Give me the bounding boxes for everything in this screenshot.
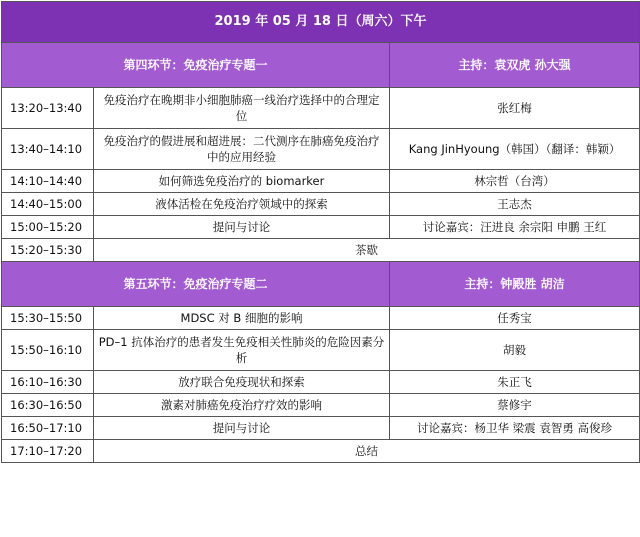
- session-topic: 免疫治疗的假进展和超进展：二代测序在肺癌免疫治疗中的应用经验: [94, 129, 390, 170]
- session-time: 16:30–16:50: [2, 394, 94, 417]
- session-speaker: 张红梅: [390, 88, 640, 129]
- table-row: [2, 170, 640, 193]
- session-speaker: 朱正飞: [390, 371, 640, 394]
- session-topic: PD–1 抗体治疗的患者发生免疫相关性肺炎的危险因素分析: [94, 330, 390, 371]
- section-header: [2, 262, 640, 307]
- session-topic: 液体活检在免疫治疗领域中的探索: [94, 193, 390, 216]
- section-hosts: 主持：钟殿胜 胡洁: [390, 262, 640, 307]
- break-label: 总结: [94, 440, 640, 463]
- session-time: 15:30–15:50: [2, 307, 94, 330]
- table-row: [2, 216, 640, 239]
- session-speaker: 林宗哲（台湾）: [390, 170, 640, 193]
- page-title: 2019 年 05 月 18 日（周六）下午: [2, 2, 640, 43]
- session-time: 14:10–14:40: [2, 170, 94, 193]
- table-row: [2, 307, 640, 330]
- table-row: [2, 417, 640, 440]
- table-row: [2, 394, 640, 417]
- session-time: 15:00–15:20: [2, 216, 94, 239]
- table-row: [2, 88, 640, 129]
- session-topic: 放疗联合免疫现状和探索: [94, 371, 390, 394]
- session-time: 13:20–13:40: [2, 88, 94, 129]
- session-topic: 如何筛选免疫治疗的 biomarker: [94, 170, 390, 193]
- session-topic: 免疫治疗在晚期非小细胞肺癌一线治疗选择中的合理定位: [94, 88, 390, 129]
- break-row: [2, 440, 640, 463]
- session-topic: MDSC 对 B 细胞的影响: [94, 307, 390, 330]
- schedule-table: [1, 1, 640, 463]
- table-row: [2, 193, 640, 216]
- break-label: 茶歇: [94, 239, 640, 262]
- section-title: 第四环节：免疫治疗专题一: [2, 43, 390, 88]
- session-speaker: 讨论嘉宾：汪进良 余宗阳 申鹏 王红: [390, 216, 640, 239]
- title-row: [2, 2, 640, 43]
- break-row: [2, 239, 640, 262]
- session-speaker: Kang JinHyoung（韩国）（翻译：韩颖）: [390, 129, 640, 170]
- section-hosts: 主持：袁双虎 孙大强: [390, 43, 640, 88]
- session-speaker: 任秀宝: [390, 307, 640, 330]
- session-speaker: 王志杰: [390, 193, 640, 216]
- session-speaker: 讨论嘉宾：杨卫华 梁震 袁智勇 高俊珍: [390, 417, 640, 440]
- session-speaker: 蔡修宇: [390, 394, 640, 417]
- session-time: 16:50–17:10: [2, 417, 94, 440]
- session-speaker: 胡毅: [390, 330, 640, 371]
- session-topic: 激素对肺癌免疫治疗疗效的影响: [94, 394, 390, 417]
- section-title: 第五环节：免疫治疗专题二: [2, 262, 390, 307]
- session-time: 13:40–14:10: [2, 129, 94, 170]
- session-time: 15:50–16:10: [2, 330, 94, 371]
- section-header: [2, 43, 640, 88]
- table-row: [2, 371, 640, 394]
- session-time: 14:40–15:00: [2, 193, 94, 216]
- session-topic: 提问与讨论: [94, 216, 390, 239]
- session-time: 16:10–16:30: [2, 371, 94, 394]
- table-row: [2, 330, 640, 371]
- break-time: 15:20–15:30: [2, 239, 94, 262]
- session-topic: 提问与讨论: [94, 417, 390, 440]
- break-time: 17:10–17:20: [2, 440, 94, 463]
- table-row: [2, 129, 640, 170]
